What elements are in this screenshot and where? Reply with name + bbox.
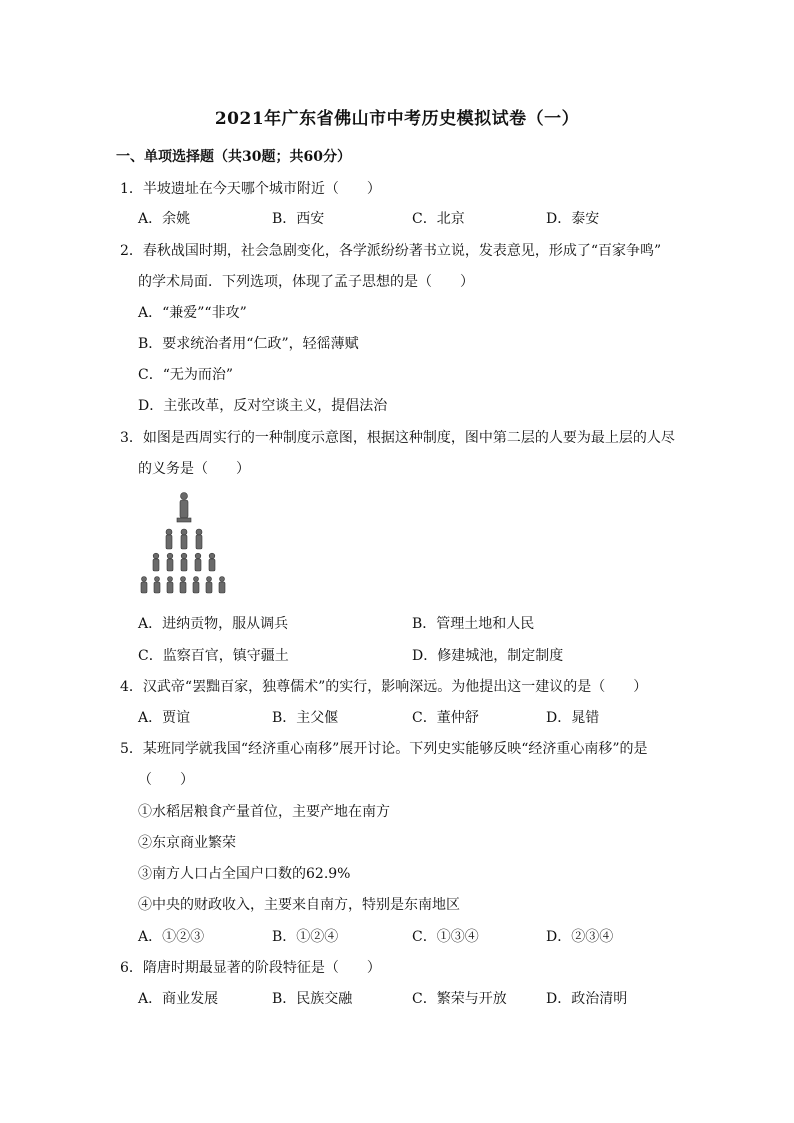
- section-heading: 一、单项选择题（共30题；共60分）: [116, 149, 351, 165]
- q5-option-c: C．①③④: [412, 929, 479, 945]
- q3-option-a: A．进纳贡物，服从调兵: [138, 616, 289, 632]
- exam-title: 2021年广东省佛山市中考历史模拟试卷（一）: [214, 109, 580, 129]
- q6-option-c: C．繁荣与开放: [412, 991, 507, 1007]
- q5-option-d: D．②③④: [546, 929, 614, 945]
- noble-row-2: [166, 529, 202, 549]
- q3-option-d: D．修建城池，制定制度: [412, 648, 564, 664]
- q1-option-b: B．西安: [272, 211, 325, 227]
- question-3-stem: 3．如图是西周实行的一种制度示意图，根据这种制度，图中第二层的人要为最上层的人尽: [120, 430, 675, 446]
- q4-option-a: A．贾谊: [138, 710, 191, 726]
- q1-option-d: D．泰安: [546, 211, 600, 227]
- feudal-hierarchy-figure: [132, 488, 232, 598]
- q4-option-b: B．主父偃: [272, 710, 339, 726]
- q2-option-a: A．“兼爱”“非攻”: [138, 305, 247, 321]
- q5-item-2: ②东京商业繁荣: [138, 835, 236, 851]
- q2-option-b: B．要求统治者用“仁政”，轻徭薄赋: [138, 336, 359, 352]
- q6-option-b: B．民族交融: [272, 991, 353, 1007]
- q1-option-c: C．北京: [412, 211, 465, 227]
- q1-option-a: A．余姚: [138, 211, 191, 227]
- question-6-stem: 6．隋唐时期最显著的阶段特征是（ ）: [120, 960, 381, 976]
- q5-item-3: ③南方人口占全国户口数的62.9%: [138, 866, 351, 882]
- q4-option-d: D．晁错: [546, 710, 600, 726]
- commoner-row-4: [141, 577, 225, 594]
- q4-option-c: C．董仲舒: [412, 710, 479, 726]
- q5-option-b: B．①②④: [272, 929, 339, 945]
- q2-option-d: D．主张改革，反对空谈主义，提倡法治: [138, 398, 388, 414]
- q6-option-a: A．商业发展: [138, 991, 219, 1007]
- question-5-stem: 5．某班同学就我国“经济重心南移”展开讨论。下列史实能够反映“经济重心南移”的是: [120, 741, 648, 757]
- question-1-stem: 1．半坡遗址在今天哪个城市附近（ ）: [120, 181, 381, 197]
- q5-item-1: ①水稻居粮食产量首位，主要产地在南方: [138, 804, 390, 820]
- q6-option-d: D．政治清明: [546, 991, 628, 1007]
- noble-row-3: [153, 553, 215, 571]
- question-5-stem-cont: （ ）: [138, 772, 194, 788]
- q5-item-4: ④中央的财政收入，主要来自南方，特别是东南地区: [138, 897, 460, 913]
- q3-option-c: C．监察百官，镇守疆土: [138, 648, 289, 664]
- question-3-stem-cont: 的义务是（ ）: [138, 461, 250, 477]
- q2-option-c: C．“无为而治”: [138, 367, 234, 383]
- question-4-stem: 4．汉武帝“罢黜百家，独尊儒术”的实行，影响深远。为他提出这一建议的是（ ）: [120, 679, 648, 695]
- king-figure: [177, 493, 191, 523]
- question-2-stem-cont: 的学术局面．下列选项，体现了孟子思想的是（ ）: [138, 274, 474, 290]
- q3-option-b: B．管理土地和人民: [412, 616, 535, 632]
- question-2-stem: 2．春秋战国时期，社会急剧变化，各学派纷纷著书立说，发表意见，形成了“百家争鸣”: [120, 243, 662, 259]
- q5-option-a: A．①②③: [138, 929, 205, 945]
